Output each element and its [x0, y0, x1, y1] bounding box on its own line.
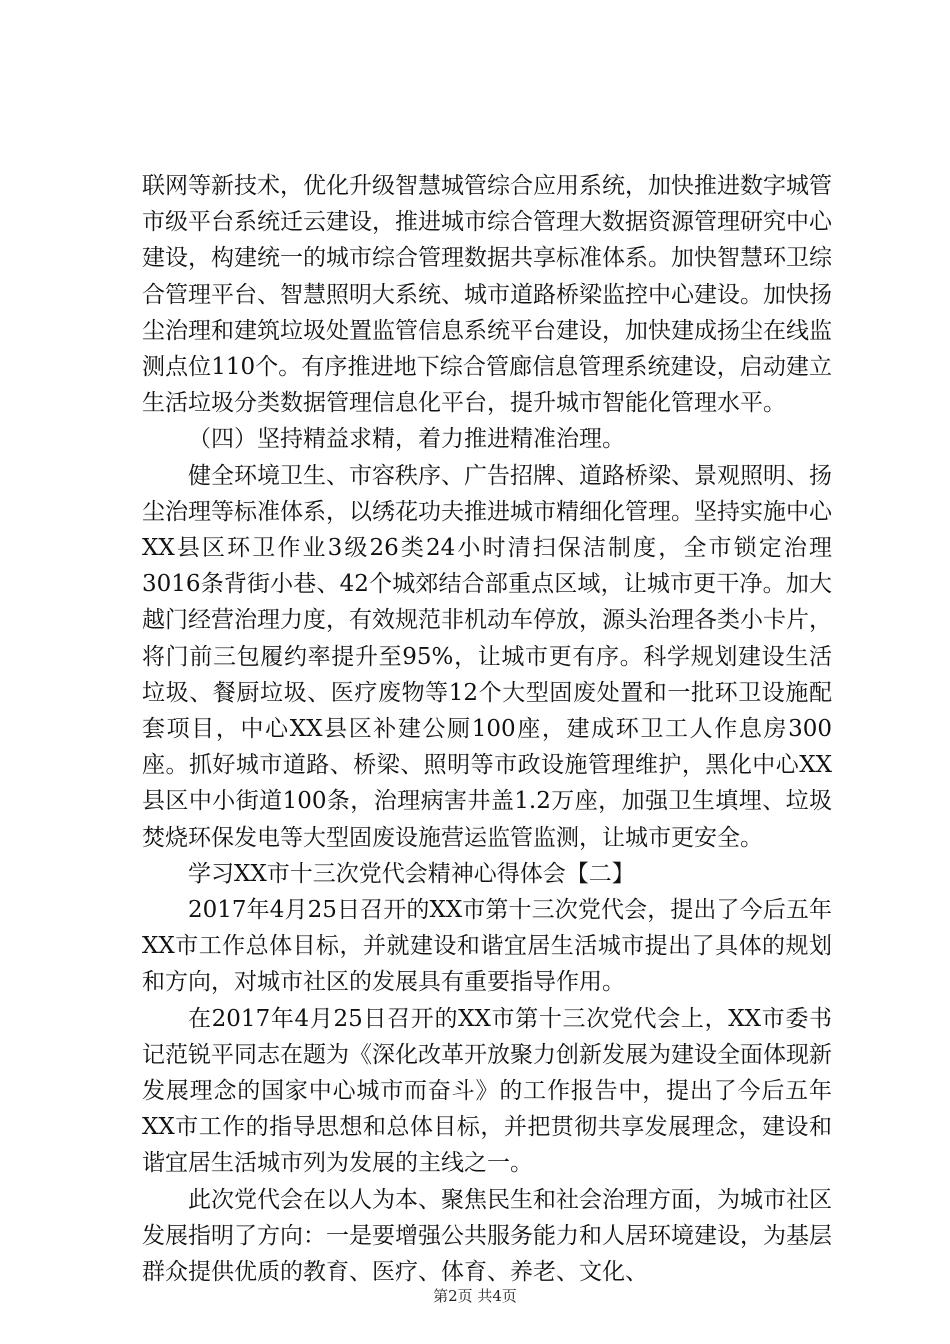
section-heading: （四）坚持精益求精，着力推进精准治理。 — [188, 426, 625, 453]
page-number-footer: 第2页 共4页 — [433, 1287, 517, 1305]
paragraph: 此次党代会在以人为本、聚焦民生和社会治理方面，为城市社区发展指明了方向：一是要增强公共服务能力和人居环境建设，为基层群众提供优质的教育、医疗、体育、养老、文化、 — [142, 1186, 832, 1286]
article-title: 学习XX市十三次党代会精神心得体会【二】 — [188, 860, 635, 887]
paragraph-continuation: 联网等新技术，优化升级智慧城管综合应用系统，加快推进数字城管市级平台系统迁云建设，推进城市综合管理大数据资源管理研究中心建设，构建统一的城市综合管理数据共享标准体系。加快智慧环卫综合管理平台、智慧照明大系统、城市道路桥梁监控中心建设。加快扬尘治理和建筑垃圾处置监管信息系统平台建设，加快建成扬尘在线监测点位110个。有序推进地下综合管廊信息管理系统建设，启动建立生活垃圾分类数据管理信息化平台，提升城市智能化管理水平。 — [142, 173, 832, 417]
paragraph: 在2017年4月25日召开的XX市第十三次党代会上，XX市委书记范锐平同志在题为《深化改革开放聚力创新发展为建设全面体现新发展理念的国家中心城市而奋斗》的工作报告中，提出了今后五年XX市工作的指导思想和总体目标，并把贯彻共享发展理念，建设和谐宜居生活城市列为发展的主线之一。 — [142, 1005, 832, 1177]
paragraph: 健全环境卫生、市容秩序、广告招牌、道路桥梁、景观照明、扬尘治理等标准体系，以绣花功夫推进城市精细化管理。坚持实施中心XX县区环卫作业3级26类24小时清扫保洁制度，全市锁定治理3016条背街小巷、42个城郊结合部重点区域，让城市更干净。加大越门经营治理力度，有效规范非机动车停放，源头治理各类小卡片，将门前三包履约率提升至95%，让城市更有序。科学规划建设生活垃圾、餐厨垃圾、医疗废物等12个大型固废处置和一批环卫设施配套项目，中心XX县区补建公厕100座，建成环卫工人作息房300座。抓好城市道路、桥梁、照明等市政设施管理维护，黑化中心XX县区中小街道100条，治理病害井盖1.2万座，加强卫生填埋、垃圾焚烧环保发电等大型固废设施营运监管监测，让城市更安全。 — [142, 462, 832, 851]
document-body — [142, 168, 832, 1290]
paragraph: 2017年4月25日召开的XX市第十三次党代会，提出了今后五年XX市工作总体目标，并就建设和谐宜居生活城市提出了具体的规划和方向，对城市社区的发展具有重要指导作用。 — [142, 897, 832, 996]
